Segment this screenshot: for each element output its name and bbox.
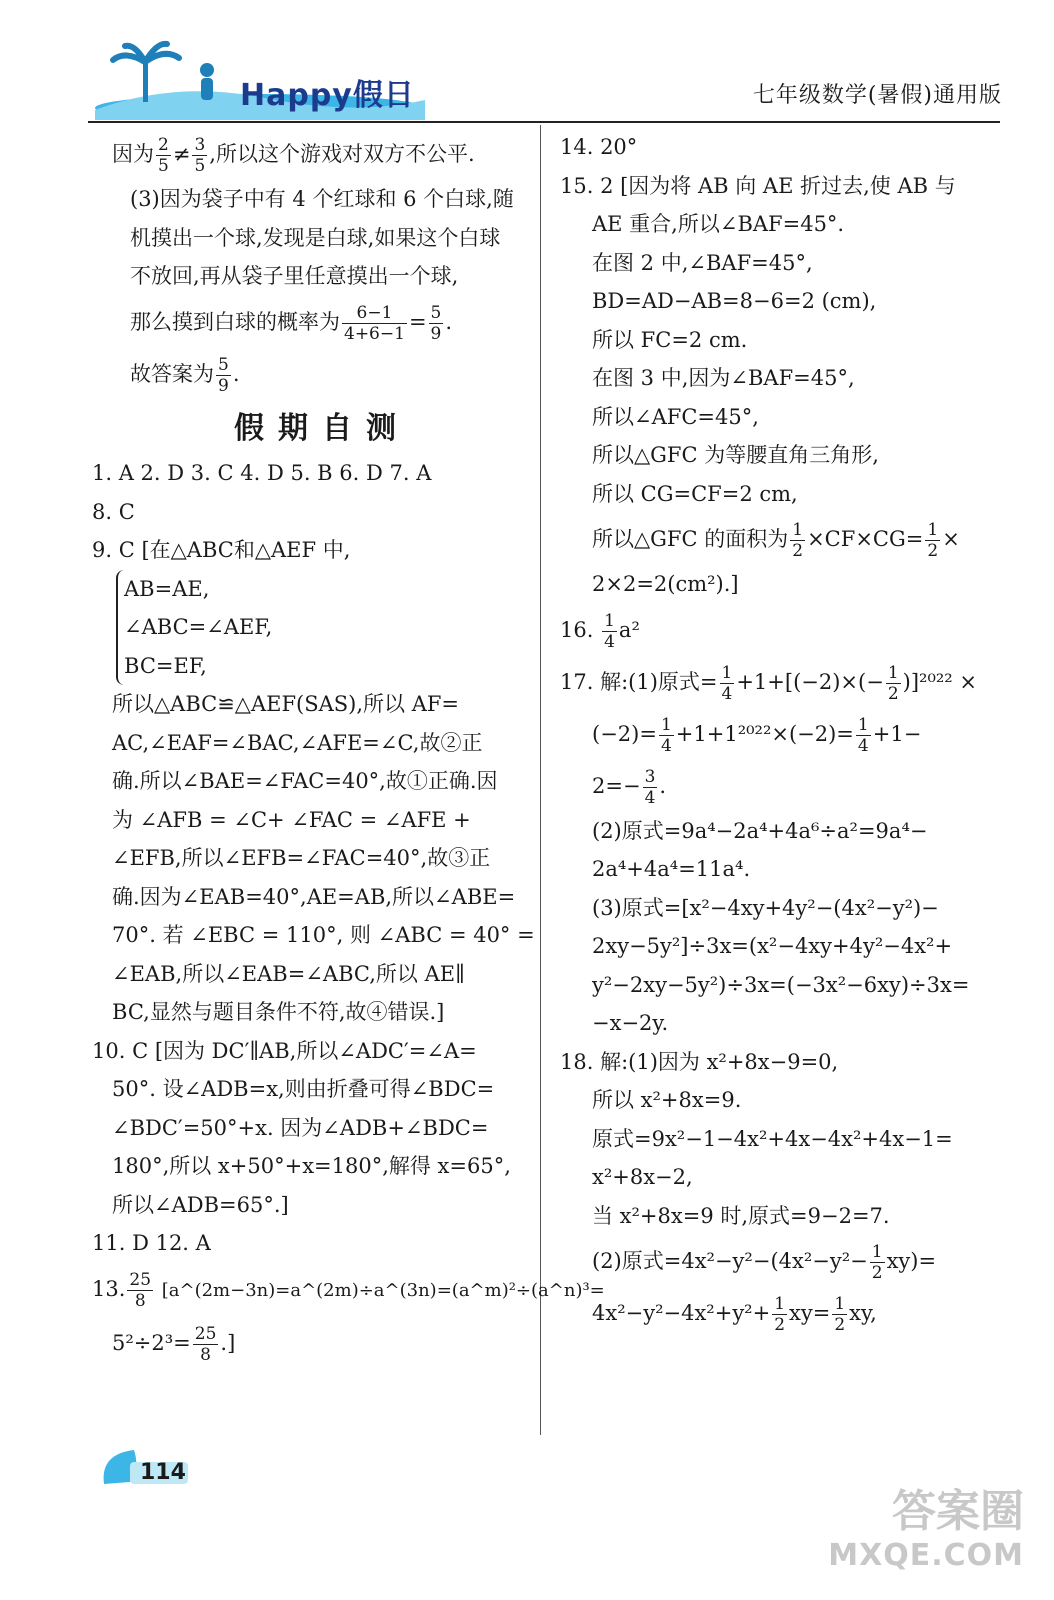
fraction: $\frac{25}{8}$ [194,1323,217,1365]
text-line: BD=AD−AB=8−6=2 (cm), [592,289,877,313]
text-line: (2)原式=9a⁴−2a⁴+4a⁶÷a²=9a⁴− [592,818,928,843]
fraction: $\frac{1}{4}$ [660,714,672,756]
answer-line: 17. 解:(1)原式= $\frac{1}{4}$ +1+[(−2)×(− $\frac{1}{2}$ )]²⁰²² × [560,662,977,704]
answer-line: 8. C [92,499,135,524]
text-line: 5²÷2³= $\frac{25}{8}$ .] [112,1323,236,1365]
fraction: $\frac{6-1}{4+6-1}$ [344,302,405,344]
text-line: AE 重合,所以∠BAF=45°. [592,212,845,236]
text-line: 当 x²+8x=9 时,原式=9−2=7. [592,1203,890,1228]
fraction: $\frac{3}{4}$ [644,766,656,808]
text-line: ∠BDC′=50°+x. 因为∠ADB+∠BDC= [112,1115,489,1140]
text-line: (3)原式=[x²−4xy+4y²−(4x²−y²)− [592,895,939,920]
fraction: $\frac{1}{2}$ [927,520,939,561]
text-line: AC,∠EAF=∠BAC,∠AFE=∠C,故②正 [112,730,483,755]
answer-line: 1. A 2. D 3. C 4. D 5. B 6. D 7. A [92,461,432,485]
text-line: 在图 2 中,∠BAF=45°, [592,250,813,275]
fraction: $\frac{1}{4}$ [721,662,733,704]
fraction: $\frac{5}{9}$ [218,354,229,396]
edition-label: 七年级数学(暑假)通用版 [752,83,1002,108]
text-line: −x−2y. [592,1011,669,1035]
text-line: 2a⁴+4a⁴=11a⁴. [592,857,751,881]
page-header [0,0,1054,125]
watermark [828,1486,1024,1578]
text-line: y²−2xy−5y²)÷3x=(−3x²−6xy)÷3x= [592,972,970,997]
answer-line: 15. 2 [因为将 AB 向 AE 折过去,使 AB 与 [560,173,956,198]
text-line: 2×2=2(cm²).] [592,572,739,596]
watermark-text: 答案圈 [892,1486,1024,1537]
section-title: 假期自测 [234,410,410,446]
text-line: 所以△ABC≌△AEF(SAS),所以 AF= [112,692,460,716]
answer-line: 9. C [在△ABC和△AEF 中, [92,538,351,562]
fraction: $\frac{1}{2}$ [792,520,804,561]
text-line: 70°. 若 ∠EBC = 110°, 则 ∠ABC = 40° = [112,923,535,947]
text-line: 所以 FC=2 cm. [592,327,748,352]
text-line: (2)原式=4x²−y²−(4x²−y²− $\frac{1}{2}$ xy)= [592,1242,937,1283]
fraction: $\frac{3}{5}$ [194,135,206,176]
text-line: 所以 x²+8x=9. [592,1088,742,1112]
equation-system [116,570,532,686]
text-line: 所以△GFC 的面积为 $\frac{1}{2}$ ×CF×CG= $\frac{1}{2}$ × [592,520,960,561]
text-line: 所以△GFC 为等腰直角三角形, [592,443,879,467]
text-line: 50°. 设∠ADB=x,则由折叠可得∠BDC= [112,1077,495,1101]
text-line: 不放回,再从袋子里任意摸出一个球, [130,264,459,288]
page-number: 114 [140,1460,186,1485]
fraction: $\frac{5}{9}$ [430,302,442,344]
fraction: $\frac{1}{2}$ [887,662,899,704]
text-line: 因为 $\frac{2}{5}$ ≠ $\frac{3}{5}$ ,所以这个游戏对双方不公平. [112,135,475,176]
page-number-badge [100,1448,190,1488]
text-line: 2=− $\frac{3}{4}$ . [592,766,667,808]
text-line: ∠ABC=∠AEF, [124,615,273,639]
text-line: 确.因为∠EAB=40°,AE=AB,所以∠ABE= [112,884,516,909]
answer-line: 18. 解:(1)因为 x²+8x−9=0, [560,1049,839,1074]
text-line: 所以∠ADB=65°.] [112,1192,289,1217]
text-line: x²+8x−2, [592,1165,693,1189]
answer-line: 10. C [因为 DC′∥AB,所以∠ADC′=∠A= [92,1038,477,1063]
answer-line: 11. D 12. A [92,1231,211,1255]
fraction: $\frac{1}{4}$ [604,610,615,652]
fraction: $\frac{1}{2}$ [871,1242,883,1283]
text-line: 所以∠AFC=45°, [592,404,759,429]
fraction: $\frac{25}{8}$ [129,1269,152,1311]
text-line: BC=EF, [124,653,207,678]
text-line: 那么摸到白球的概率为 $\frac{6-1}{4+6-1}$ = $\frac{5}{9}$ . [130,302,453,344]
text-line: 180°,所以 x+50°+x=180°,解得 x=65°, [112,1154,511,1178]
fraction: $\frac{1}{4}$ [857,714,869,756]
text-line: 机摸出一个球,发现是白球,如果这个白球 [130,225,501,250]
fraction: $\frac{1}{2}$ [834,1294,846,1335]
fraction: $\frac{2}{5}$ [158,135,169,176]
text-line: AB=AE, [124,576,210,601]
text-line: 所以 CG=CF=2 cm, [592,481,798,506]
text-line: ∠EFB,所以∠EFB=∠FAC=40°,故③正 [112,846,491,870]
text-line: 2xy−5y²]÷3x=(x²−4xy+4y²−4x²+ [592,934,953,958]
answer-line: 14. 20° [560,135,638,159]
answer-line: 16. $\frac{1}{4}$ a² [560,610,640,652]
text-line: 故答案为 $\frac{5}{9}$ . [130,354,240,396]
answer-line: 13. $\frac{25}{8}$ [a^(2m−3n)=a^(2m)÷a^(3n)=(a^m)²÷(a^n)³= [92,1269,605,1311]
text-line: 为 ∠AFB = ∠C+ ∠FAC = ∠AFE + [112,807,471,832]
header-rule [88,121,1000,123]
watermark-url: MXQE.COM [828,1538,1024,1573]
text-line: ∠EAB,所以∠EAB=∠ABC,所以 AE∥ [112,961,465,986]
text-line: (3)因为袋子中有 4 个红球和 6 个白球,随 [130,187,514,211]
right-column [560,128,1000,1339]
column-divider [540,125,541,1435]
text-line: 在图 3 中,因为∠BAF=45°, [592,366,855,390]
text-line: BC,显然与题目条件不符,故④错误.] [112,1000,445,1024]
text-line: 原式=9x²−1−4x²+4x−4x²+4x−1= [592,1126,953,1151]
brand-logo: Happy假日 [240,78,415,113]
text-line: (−2)= $\frac{1}{4}$ +1+1²⁰²²×(−2)= $\frac{1}{4}$ +1− [592,714,922,756]
text-line: 4x²−y²−4x²+y²+ $\frac{1}{2}$ xy= $\frac{1}{2}$ xy, [592,1294,877,1335]
fraction: $\frac{1}{2}$ [774,1294,786,1335]
text-line: 确.所以∠BAE=∠FAC=40°,故①正确.因 [112,769,498,793]
